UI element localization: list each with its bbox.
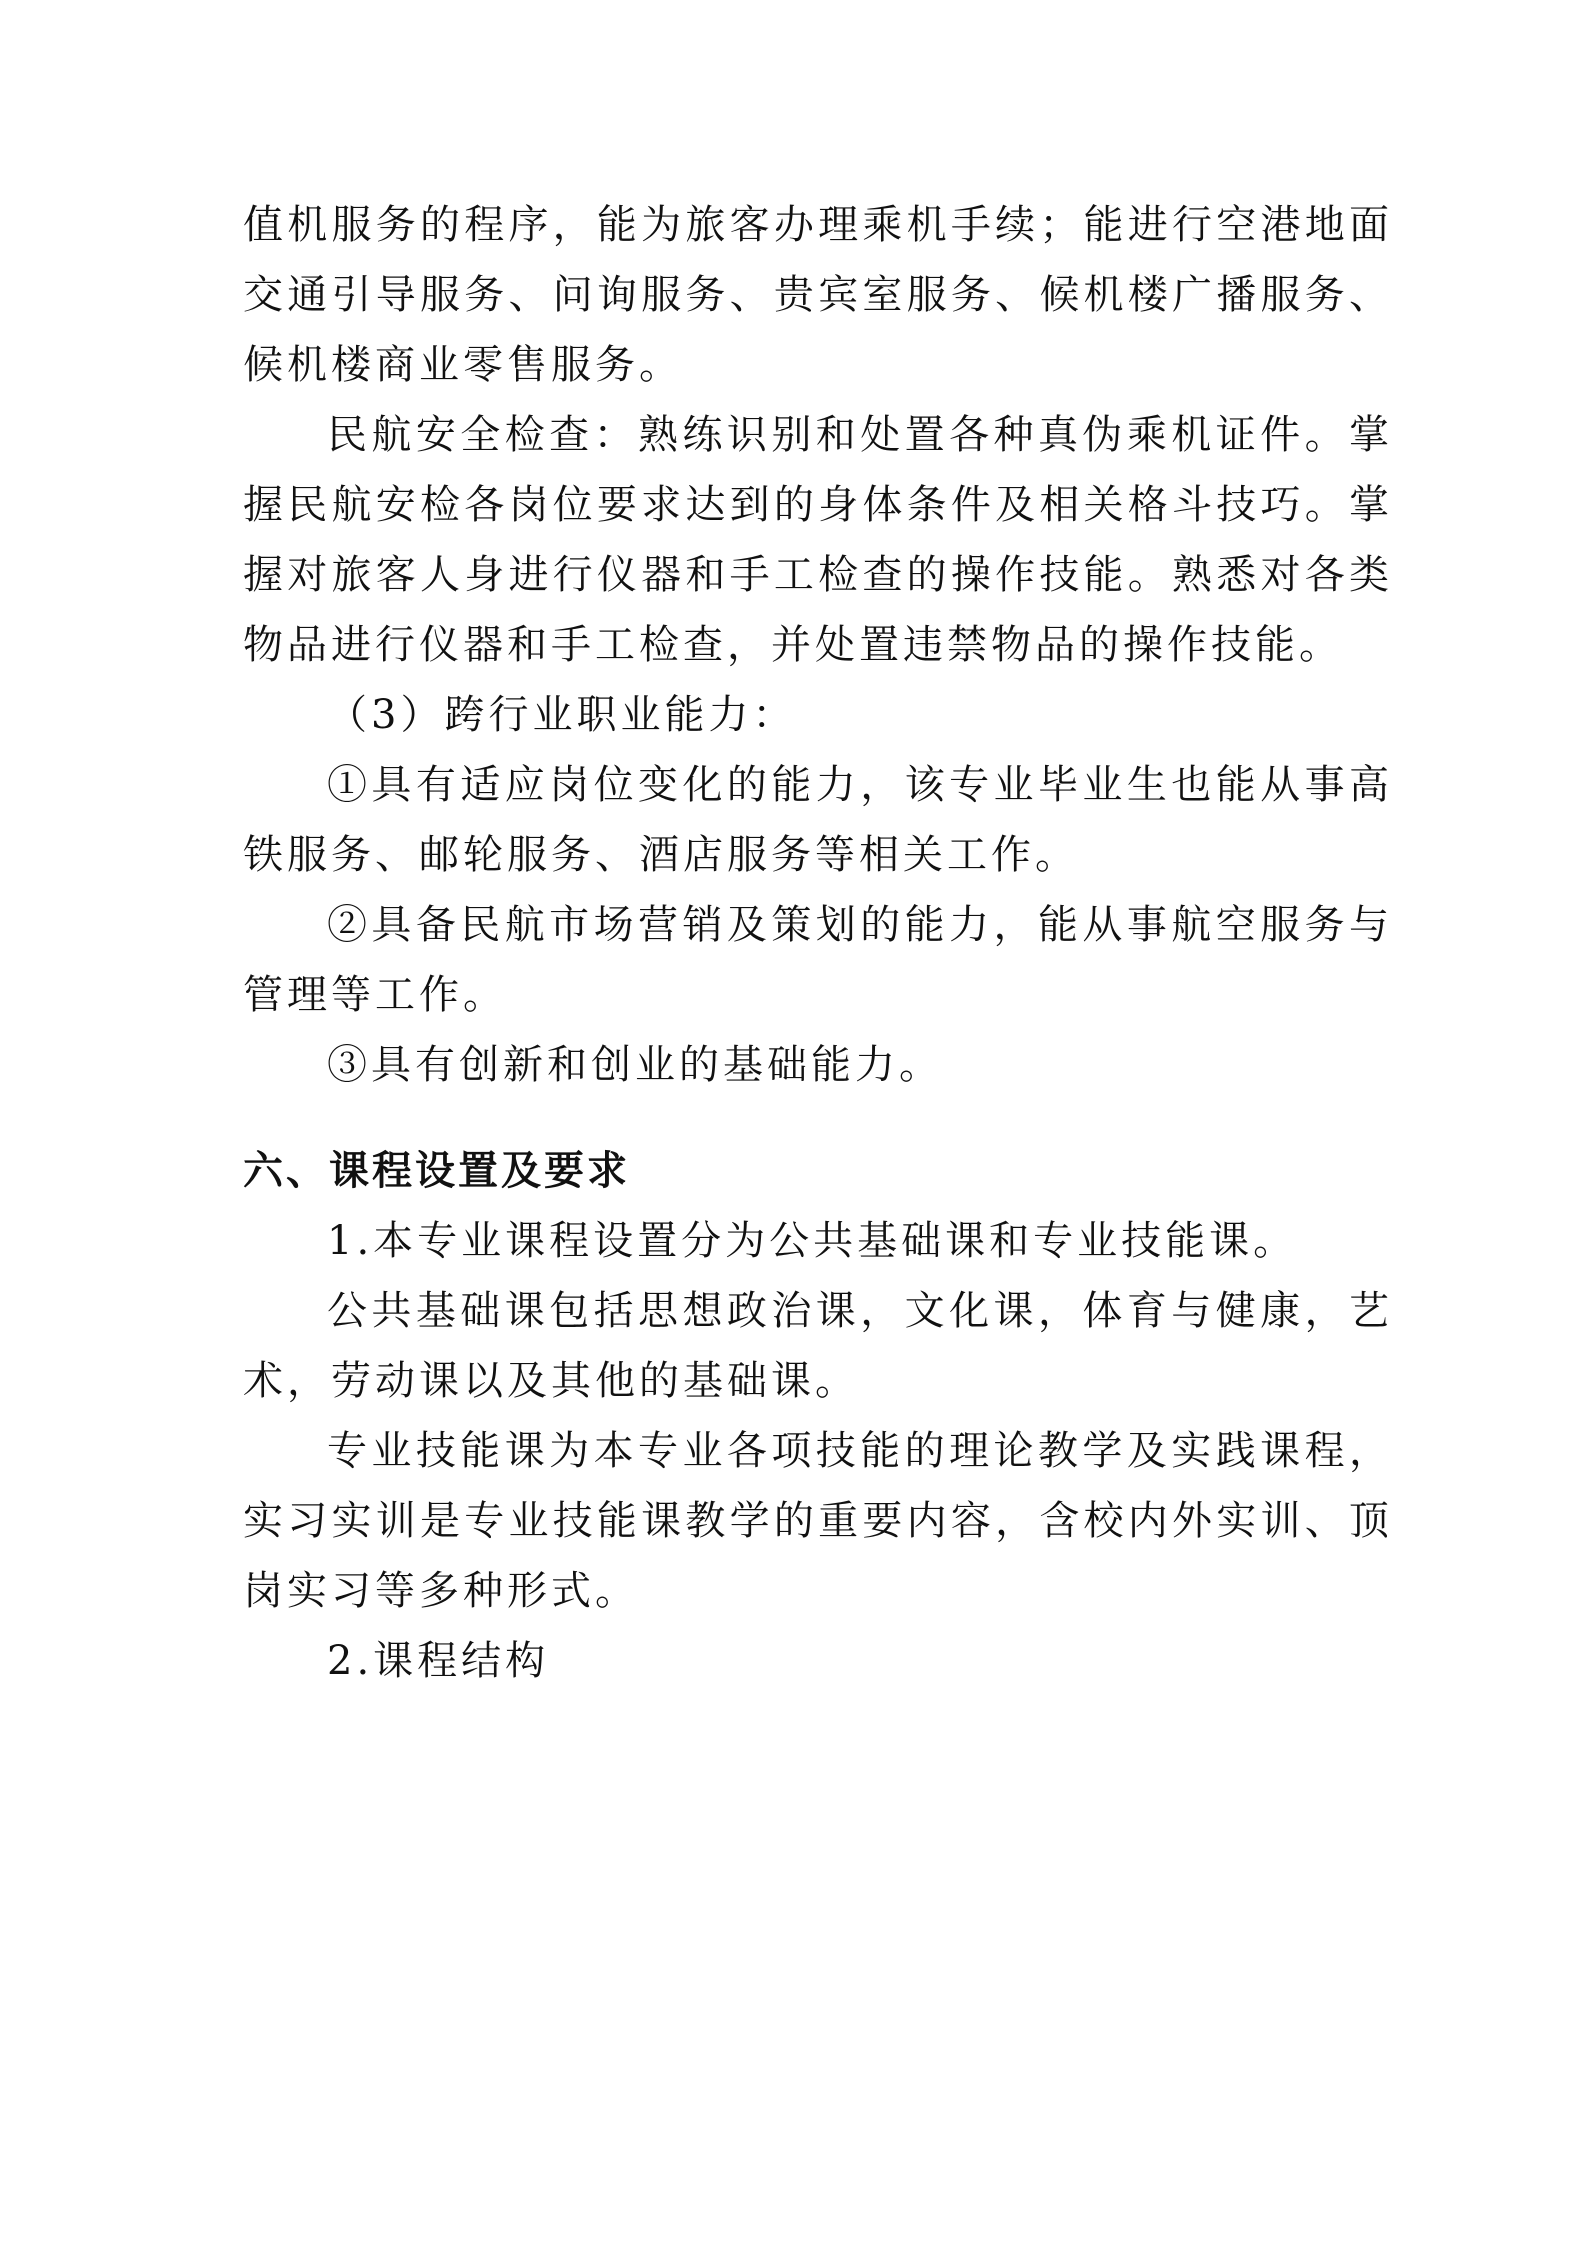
paragraph-check-in-services: 值机服务的程序，能为旅客办理乘机手续；能进行空港地面交通引导服务、问询服务、贵宾室服务、候机楼广播服务、候机楼商业零售服务。	[243, 202, 1393, 388]
paragraph-ability-3: ③具有创新和创业的基础能力。	[327, 1042, 943, 1088]
paragraph-ability-2: ②具备民航市场营销及策划的能力，能从事航空服务与管理等工作。	[243, 902, 1393, 1018]
paragraph-professional-courses: 专业技能课为本专业各项技能的理论教学及实践课程，实习实训是专业技能课教学的重要内容，含校内外实训、顶岗实习等多种形式。	[243, 1428, 1393, 1614]
paragraph-cross-industry-title: （3）跨行业职业能力：	[327, 692, 797, 738]
paragraph-security-check: 民航安全检查：熟练识别和处置各种真伪乘机证件。掌握民航安检各岗位要求达到的身体条件及相关格斗技巧。掌握对旅客人身进行仪器和手工检查的操作技能。熟悉对各类物品进行仪器和手工检查，并处置违禁物品的操作技能。	[243, 412, 1393, 668]
paragraph-public-courses: 公共基础课包括思想政治课，文化课，体育与健康，艺术，劳动课以及其他的基础课。	[243, 1288, 1393, 1404]
paragraph-course-structure: 2.课程结构	[327, 1638, 550, 1684]
paragraph-course-setting: 1.本专业课程设置分为公共基础课和专业技能课。	[327, 1218, 1298, 1264]
section-heading: 六、课程设置及要求	[243, 1148, 630, 1194]
paragraph-ability-1: ①具有适应岗位变化的能力，该专业毕业生也能从事高铁服务、邮轮服务、酒店服务等相关工作。	[243, 762, 1393, 878]
document-body	[243, 190, 1393, 1696]
